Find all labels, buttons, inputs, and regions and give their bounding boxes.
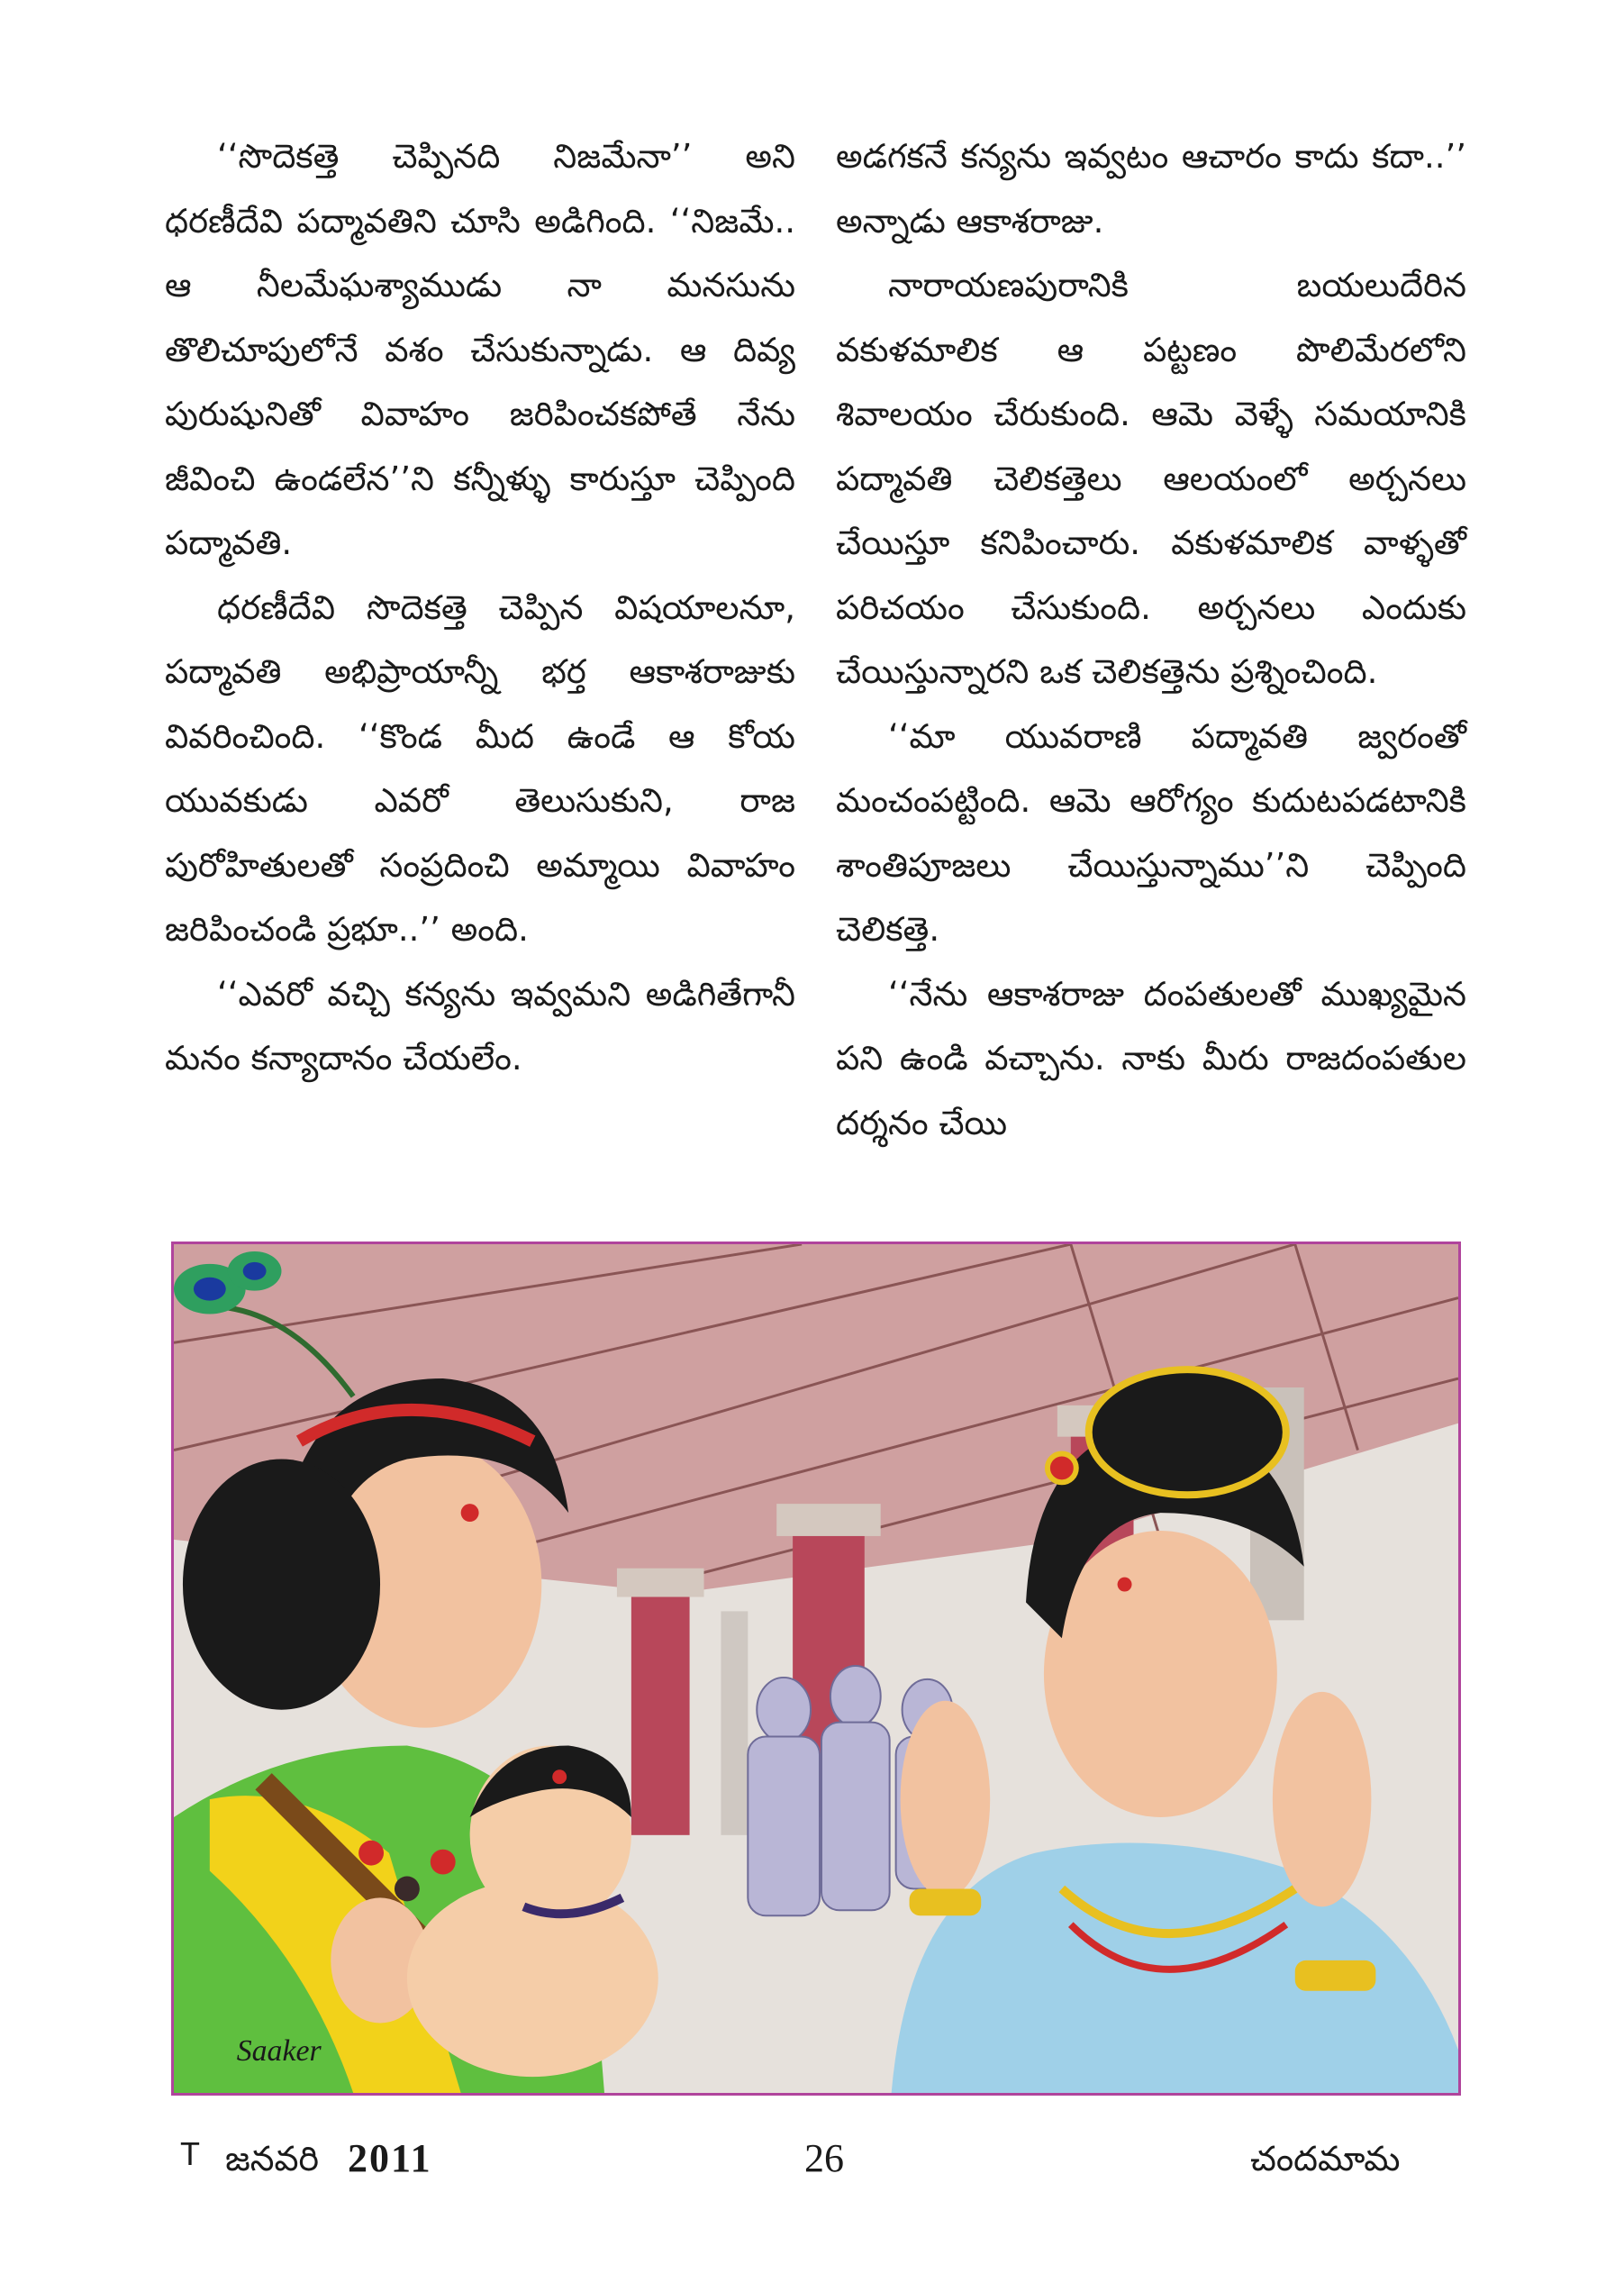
footer-year: 2011 [348, 2136, 432, 2180]
paragraph: ‘‘మా యువరాణి పద్మావతి జ్వరంతో మంచంపట్టింది. ఆమె ఆరోగ్యం కుదుటపడటానికి శాంతిపూజలు చేయిస్తున్నాము’’ని చెప్పింది చెలికత్తె. [836, 716, 1466, 949]
paragraph: ‘‘ఎవరో వచ్చి కన్యను ఇవ్వమని అడిగితేగానీ మనం కన్యాదానం చేయలేం. [165, 974, 795, 1078]
story-illustration [171, 1242, 1461, 2096]
magazine-name: చందమామ [1250, 2139, 1401, 2178]
illustration-drawing [174, 1244, 1458, 2093]
paragraph: నారాయణపురానికి బయలుదేరిన వకుళమాలిక ఆ పట్టణం పొలిమేరలోని శివాలయం చేరుకుంది. ఆమె వెళ్ళే సమయానికి పద్మావతి చెలికత్తెలు ఆలయంలో అర్చనలు చేయిస్తూ కనిపించారు. వకుళమాలిక వాళ్ళతో పరిచయం చేసుకుంది. అర్చనలు ఎందుకు చేయిస్తున్నారని ఒక చెలికత్తెను ప్రశ్నించింది. [836, 266, 1466, 691]
footer-month: జనవరి [225, 2139, 320, 2178]
page-footer [0, 2135, 1624, 2189]
paragraph: ‘‘సొదెకత్తె చెప్పినది నిజమేనా’’ అని ధరణీదేవి పద్మావతిని చూసి అడిగింది. ‘‘నిజమే.. ఆ నీలమేఘశ్యాముడు నా మనసును తొలిచూపులోనే వశం చేసుకున్నాడు. ఆ దివ్య పురుషునితో వివాహం జరిపించకపోతే నేను జీవించి ఉండలేన’’ని కన్నీళ్ళు కారుస్తూ చెప్పింది పద్మావతి. [165, 137, 795, 562]
paragraph: అడగకనే కన్యను ఇవ్వటం ఆచారం కాదు కదా..’’ అన్నాడు ఆకాశరాజు. [836, 137, 1466, 241]
artist-signature: Saaker [236, 2034, 322, 2069]
page-number: 26 [804, 2136, 844, 2180]
text-column-right [836, 124, 1466, 1155]
footer-mark: T [180, 2135, 200, 2172]
paragraph: ధరణీదేవి సొదెకత్తె చెప్పిన విషయాలనూ, పద్మావతి అభిప్రాయాన్నీ భర్త ఆకాశరాజుకు వివరించింది. ‘‘కొండ మీద ఉండే ఆ కోయ యువకుడు ఎవరో తెలుసుకుని, రాజ పురోహితులతో సంప్రదించి అమ్మాయి వివాహం జరిపించండి ప్రభూ..’’ అంది. [165, 587, 795, 949]
text-column-left [165, 124, 795, 1091]
paragraph: ‘‘నేను ఆకాశరాజు దంపతులతో ముఖ్యమైన పని ఉండి వచ్చాను. నాకు మీరు రాజదంపతుల దర్శనం చేయి [836, 974, 1466, 1142]
